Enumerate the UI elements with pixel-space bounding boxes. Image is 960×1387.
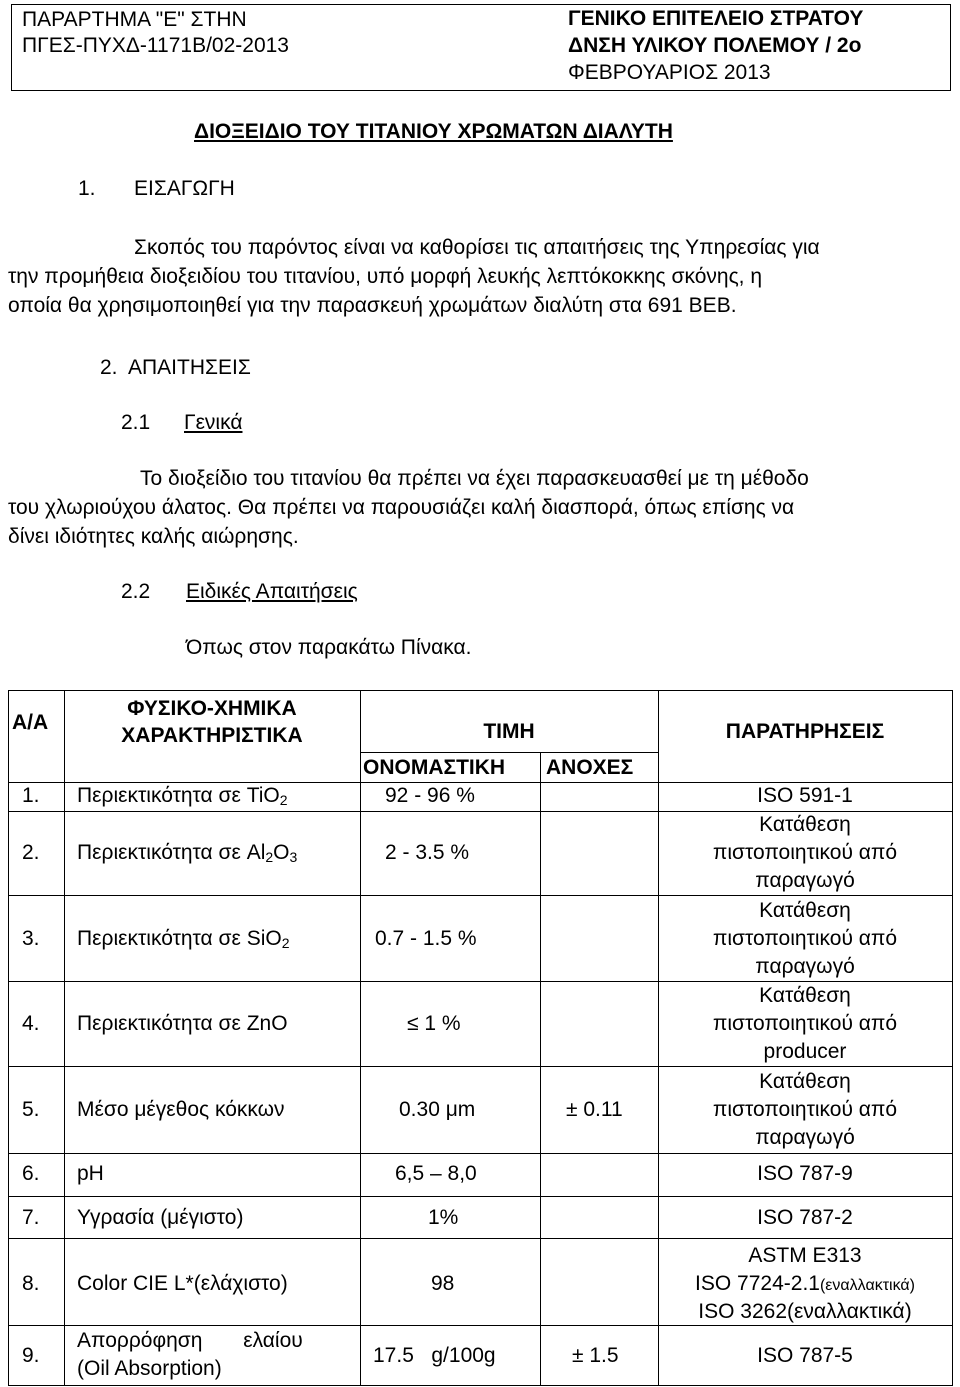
row4-remarks-line: producer <box>763 1040 847 1063</box>
table-border <box>8 895 953 896</box>
row8-remarks-line: ISO 3262(εναλλακτικά) <box>698 1300 912 1323</box>
table-border <box>8 1066 953 1067</box>
row3-nominal: 0.7 - 1.5 % <box>375 927 477 950</box>
row3-remarks-line: παραγωγό <box>755 955 855 978</box>
row3-remarks-line: Κατάθεση <box>759 899 851 922</box>
row2-remarks-line: Κατάθεση <box>759 813 851 836</box>
row4-prop: Περιεκτικότητα σε ZnO <box>77 1012 288 1035</box>
row7-prop: Υγρασία (μέγιστο) <box>77 1206 244 1229</box>
header-right-line3: ΦΕΒΡΟΥΑΡΙΟΣ 2013 <box>568 61 771 84</box>
row2-nominal: 2 - 3.5 % <box>385 841 470 864</box>
table-border <box>64 690 65 1385</box>
section1-line: την προμήθεια διοξειδίου του τιτανίου, υπό μορφή λευκής λεπτόκοκκης σκόνης, η <box>8 265 763 288</box>
row1-remarks: ISO 591-1 <box>757 784 853 807</box>
header-tolerance: ΑΝΟΧΕΣ <box>546 756 634 779</box>
row4-nominal: ≤ 1 % <box>407 1012 461 1035</box>
row9-prop-line2: (Oil Absorption) <box>77 1357 222 1380</box>
row1-no: 1. <box>22 784 40 807</box>
row8-prop: Color CIE L*(ελάχιστο) <box>77 1272 288 1295</box>
header-right-line2: ΔΝΣΗ ΥΛΙΚΟΥ ΠΟΛΕΜΟΥ / 2ο <box>568 34 862 57</box>
row6-remarks: ISO 787-9 <box>757 1162 853 1185</box>
row2-no: 2. <box>22 841 40 864</box>
row5-no: 5. <box>22 1098 40 1121</box>
section1-paragraph <box>8 233 820 320</box>
row6-no: 6. <box>22 1162 40 1185</box>
section2-1-line: του χλωριούχου άλατος. Θα πρέπει να παρουσιάζει καλή διασπορά, όπως επίσης να <box>8 496 795 519</box>
row1-prop: Περιεκτικότητα σε TiO$_2$ <box>77 784 288 808</box>
row9-nominal: 17.5 g/100g <box>373 1344 496 1367</box>
table-border <box>8 690 9 1385</box>
section2-2-text: Όπως στον παρακάτω Πίνακα. <box>186 636 472 659</box>
header-remarks: ΠΑΡΑΤΗΡΗΣΕΙΣ <box>725 720 885 743</box>
table-border <box>8 1196 953 1197</box>
row8-nominal: 98 <box>431 1272 455 1295</box>
header-left-line1: ΠΑΡΑΡΤΗΜΑ "Ε" ΣΤΗΝ <box>22 8 247 31</box>
header-aa: Α/Α <box>12 711 49 734</box>
section2-1-number: 2.1 <box>121 411 151 434</box>
table-border <box>8 1238 953 1239</box>
table-border <box>8 690 953 691</box>
row6-prop: pH <box>77 1162 104 1185</box>
section2-2-heading: Ειδικές Απαιτήσεις <box>186 580 358 603</box>
header-left-line2: ΠΓΕΣ-ΠΥΧΔ-1171Β/02-2013 <box>22 34 289 57</box>
row3-prop: Περιεκτικότητα σε SiO$_2$ <box>77 927 290 951</box>
table-border <box>360 690 361 1385</box>
section1-heading: ΕΙΣΑΓΩΓΗ <box>134 177 235 200</box>
header-right-line1: ΓΕΝΙΚΟ ΕΠΙΤΕΛΕΙΟ ΣΤΡΑΤΟΥ <box>568 7 864 30</box>
section2-number: 2. <box>100 356 118 379</box>
row7-no: 7. <box>22 1206 40 1229</box>
row5-prop: Μέσο μέγεθος κόκκων <box>77 1098 285 1121</box>
row5-remarks-line: παραγωγό <box>755 1126 855 1149</box>
header-props-line2: ΧΑΡΑΚΤΗΡΙΣΤΙΚΑ <box>121 724 303 747</box>
section2-heading: ΑΠΑΙΤΗΣΕΙΣ <box>128 356 251 379</box>
row4-no: 4. <box>22 1012 40 1035</box>
table-border <box>952 690 953 1385</box>
row9-prop-line1: Απορρόφηση ελαίου <box>77 1329 303 1352</box>
row4-remarks-line: Κατάθεση <box>759 984 851 1007</box>
row4-remarks-line: πιστοποιητικού από <box>712 1012 898 1035</box>
section1-line: οποία θα χρησιμοποιηθεί για την παρασκευή χρωμάτων διαλύτη στα 691 ΒΕΒ. <box>8 294 737 317</box>
row6-nominal: 6,5 – 8,0 <box>395 1162 477 1185</box>
row2-remarks-line: παραγωγό <box>755 869 855 892</box>
section1-number: 1. <box>78 177 96 200</box>
table-border <box>360 752 658 753</box>
document-title: ΔΙΟΞΕΙΔΙΟ ΤΟΥ ΤΙΤΑΝΙΟΥ ΧΡΩΜΑΤΩΝ ΔΙΑΛΥΤΗ <box>194 120 673 143</box>
header-nominal: ΟΝΟΜΑΣΤΙΚΗ <box>363 756 506 779</box>
row8-remarks-line: ISO 7724-2.1(εναλλακτικά) <box>695 1272 915 1295</box>
section2-1-line: δίνει ιδιότητες καλής αιώρησης. <box>8 525 299 548</box>
table-border <box>8 1385 953 1386</box>
row5-nominal: 0.30 μm <box>399 1098 476 1121</box>
row8-no: 8. <box>22 1272 40 1295</box>
row3-no: 3. <box>22 927 40 950</box>
header-value: ΤΙΜΗ <box>483 720 535 743</box>
row2-prop: Περιεκτικότητα σε $Al_2O_3$ <box>77 841 298 865</box>
section1-line: Σκοπός του παρόντος είναι να καθορίσει τις απαιτήσεις της Υπηρεσίας για <box>134 236 820 259</box>
row7-nominal: 1% <box>428 1206 459 1229</box>
section2-1-heading: Γενικά <box>184 411 243 434</box>
row7-remarks: ISO 787-2 <box>757 1206 853 1229</box>
section2-1-paragraph <box>8 464 809 551</box>
row9-tolerance: ± 1.5 <box>572 1344 619 1367</box>
row3-remarks-line: πιστοποιητικού από <box>712 927 898 950</box>
row8-remarks-line: ASTM E313 <box>748 1244 862 1267</box>
row5-remarks-line: Κατάθεση <box>759 1070 851 1093</box>
section2-1-line: Το διοξείδιο του τιτανίου θα πρέπει να έχει παρασκευασθεί με τη μέθοδο <box>140 467 809 490</box>
row5-tolerance: ± 0.11 <box>566 1098 623 1121</box>
table-border <box>540 752 541 1385</box>
row5-remarks-line: πιστοποιητικού από <box>712 1098 898 1121</box>
row9-no: 9. <box>22 1344 40 1367</box>
row2-remarks-line: πιστοποιητικού από <box>712 841 898 864</box>
header-props-line1: ΦΥΣΙΚΟ-ΧΗΜΙΚΑ <box>127 697 297 720</box>
table-border <box>8 1153 953 1154</box>
section2-2-number: 2.2 <box>121 580 151 603</box>
row9-remarks: ISO 787-5 <box>757 1344 853 1367</box>
row1-nominal: 92 - 96 % <box>385 784 475 807</box>
